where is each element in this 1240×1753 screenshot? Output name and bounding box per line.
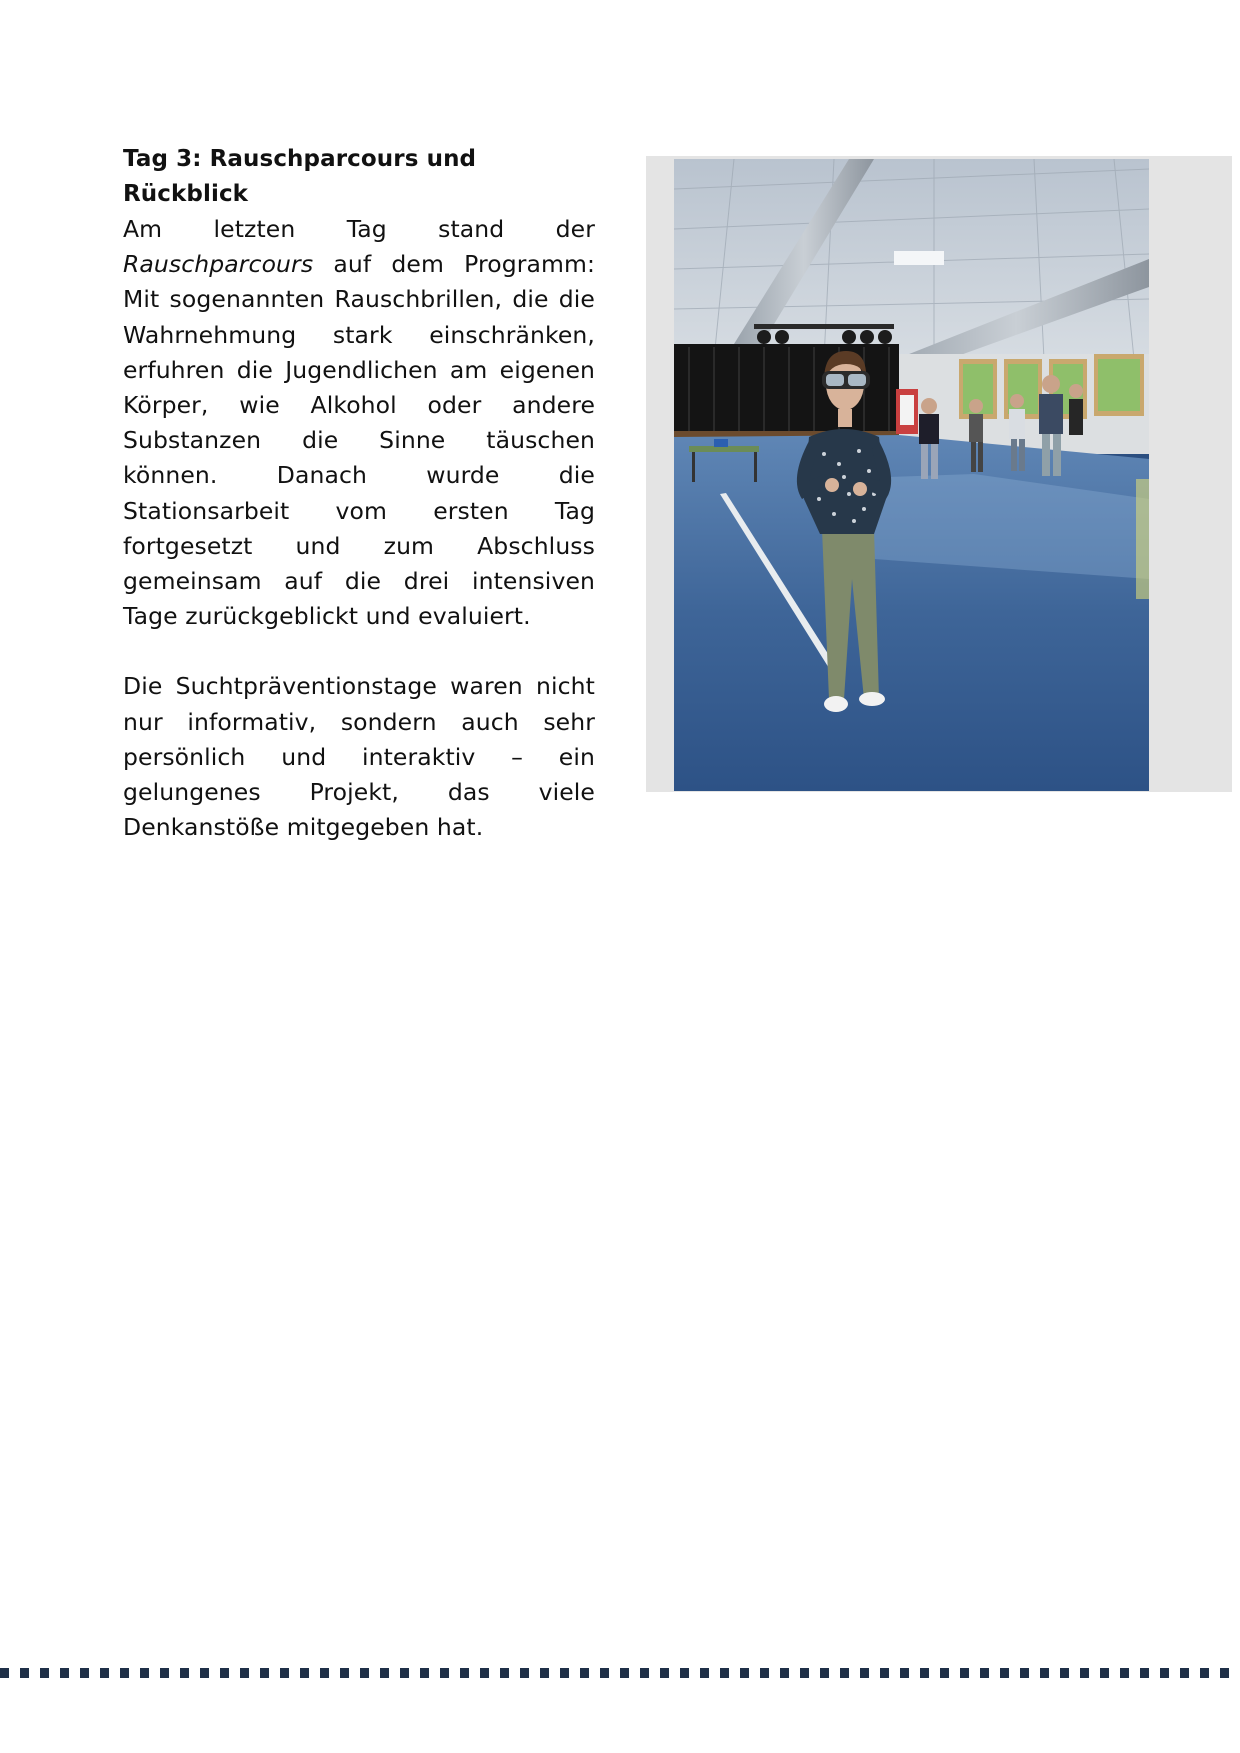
photo-illustration — [674, 159, 1149, 791]
paragraph-conclusion: Die Suchtpräventionstage waren nicht nur informativ, sondern auch sehr persönlich und interaktiv – ein gelungenes Projekt, das viele Denkanstöße mitgegeben hat. — [123, 672, 595, 842]
paragraph-text: auf dem Programm: Mit sogenannten Rauschbrillen, die die Wahrnehmung stark einschränken, erfuhren die Jugendlichen am eigenen Körper, wie Alkohol oder andere Substanzen die Sinne täuschen können. Danach wurde die Stationsarbeit vom ersten Tag fortgesetzt und zum Abschluss gemeinsam auf die drei intensiven Tage zurückgeblickt und evaluiert. — [123, 250, 595, 631]
footer-dotted-line — [0, 1668, 1240, 1678]
paragraph-text: Am letzten Tag stand der — [123, 215, 595, 243]
paragraph-rauschparcours — [123, 212, 595, 634]
article-text — [123, 142, 595, 845]
photo-frame — [646, 156, 1232, 792]
emphasis-rauschparcours: Rauschparcours — [123, 250, 314, 279]
photo-rauschbrille-hall — [674, 159, 1149, 791]
section-heading: Tag 3: Rauschparcours und Rückblick — [123, 146, 477, 207]
